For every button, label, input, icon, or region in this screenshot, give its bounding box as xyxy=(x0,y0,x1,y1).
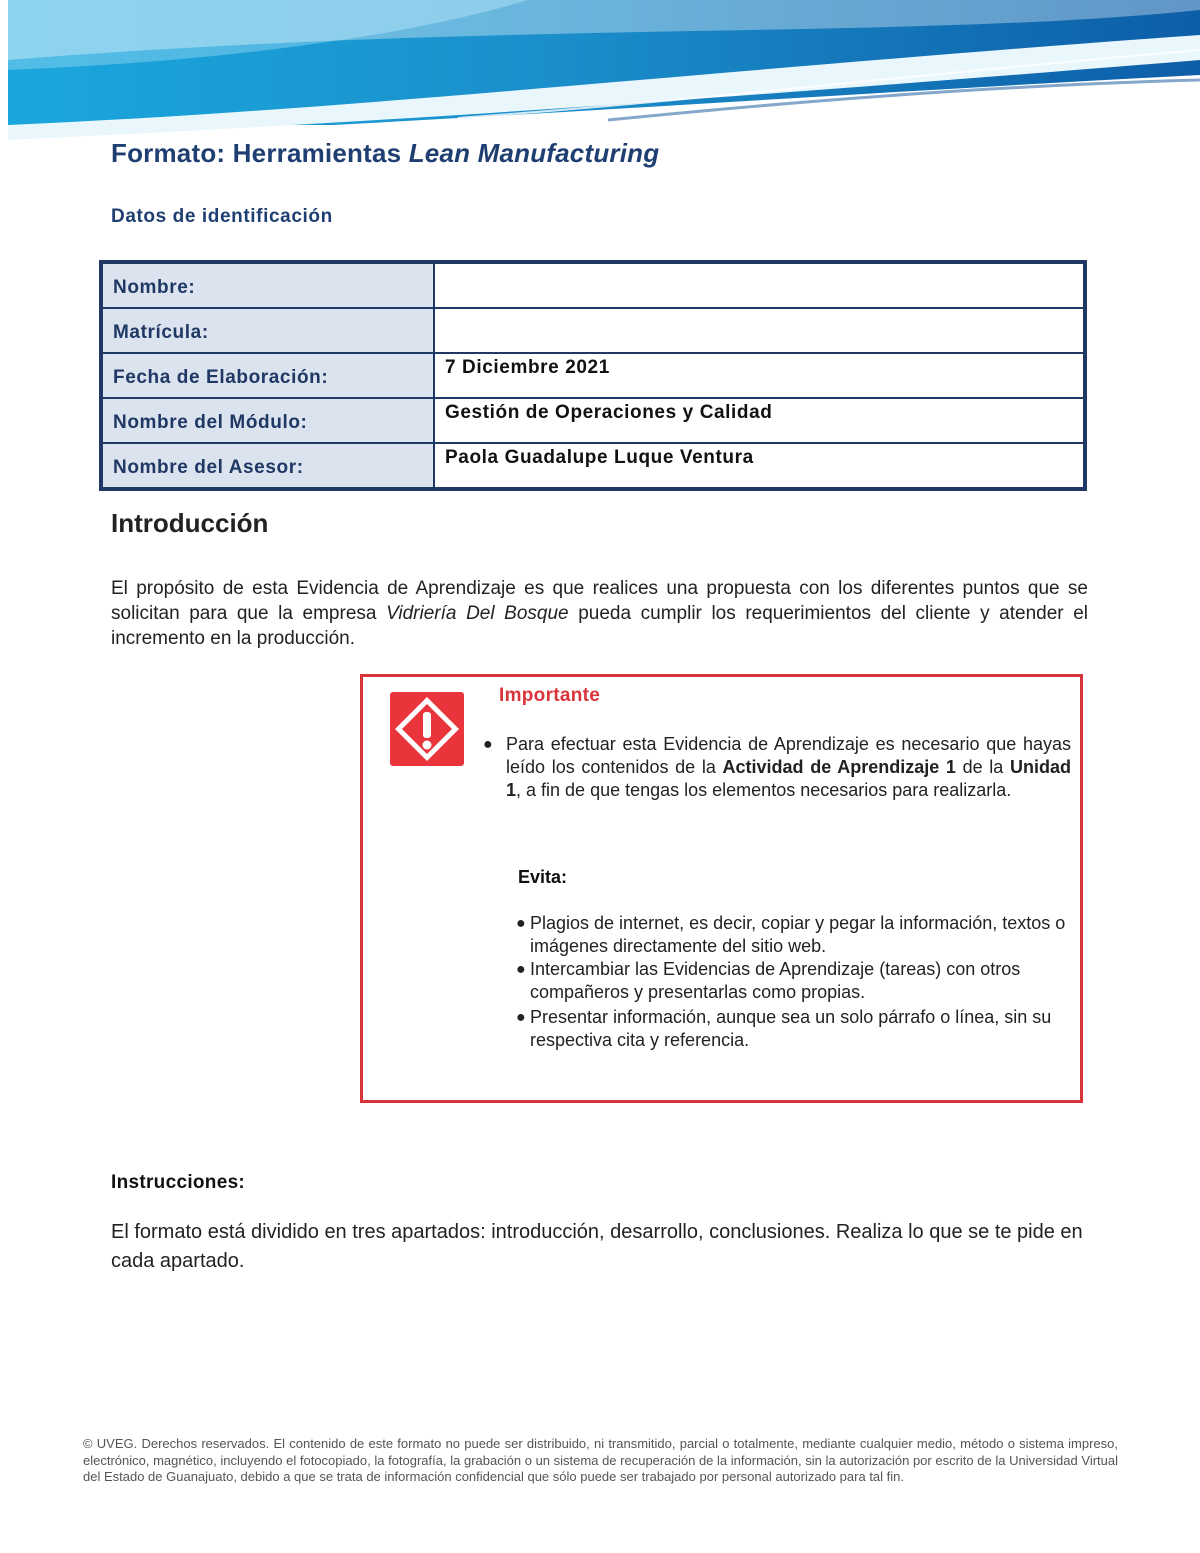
table-row xyxy=(102,443,1084,488)
enrollment-value xyxy=(434,308,1084,353)
advisor-value: Paola Guadalupe Luque Ventura xyxy=(434,443,1084,488)
bullet-icon: ● xyxy=(516,1009,526,1026)
table-row xyxy=(102,398,1084,443)
header-banner xyxy=(8,0,1200,140)
enrollment-label: Matrícula: xyxy=(102,308,434,353)
avoid-heading: Evita: xyxy=(518,867,568,887)
document-title: Formato: Herramientas Lean Manufacturing xyxy=(111,138,660,168)
introduction-paragraph: El propósito de esta Evidencia de Aprendizaje es que realices una propuesta con los diferentes puntos que se solicitan para que la empresa Vidriería Del Bosque pueda cumplir los requerimientos del cliente y atender el incremento en la producción. xyxy=(111,578,1088,649)
date-value: 7 Diciembre 2021 xyxy=(434,353,1084,398)
identification-heading: Datos de identificación xyxy=(111,206,333,227)
table-row xyxy=(102,353,1084,398)
name-value xyxy=(434,263,1084,308)
name-label: Nombre: xyxy=(102,263,434,308)
important-bullet: ● Para efectuar esta Evidencia de Aprendizaje es necesario que hayas leído los contenidos de la Actividad de Aprendizaje 1 de la Unidad 1, a fin de que tengas los elementos necesarios para realizarla. xyxy=(483,734,1071,800)
instructions-paragraph: El formato está dividido en tres apartados: introducción, desarrollo, conclusiones. Realiza lo que se te pide en cada apartado. xyxy=(111,1221,1083,1272)
advisor-label: Nombre del Asesor: xyxy=(102,443,434,488)
date-label: Fecha de Elaboración: xyxy=(102,353,434,398)
list-item: ● Intercambiar las Evidencias de Aprendizaje (tareas) con otros compañeros y presentarlas como propias. xyxy=(516,959,1021,1002)
identification-table xyxy=(99,260,1087,491)
table-row xyxy=(102,263,1084,308)
table-row xyxy=(102,308,1084,353)
introduction-heading: Introducción xyxy=(111,508,269,538)
important-notice-box xyxy=(360,674,1083,1103)
instructions-heading: Instrucciones: xyxy=(111,1172,246,1193)
list-item: ● Presentar información, aunque sea un solo párrafo o línea, sin su respectiva cita y referencia. xyxy=(516,1007,1052,1050)
bullet-icon: ● xyxy=(516,915,526,932)
copyright-footer: © UVEG. Derechos reservados. El contenido de este formato no puede ser distribuido, ni transmitido, parcial o totalmente, mediante cualquier medio, método o sistema impreso, electrónico, magnético, incluyendo el fotocopiado, la fotografía, la grabación o un sistema de recuperación de la información, sin la autorización por escrito de la Universidad Virtual del Estado de Guanajuato, debido a que se trata de información confidencial que sólo puede ser trabajado por personal autorizado para tal fin. xyxy=(83,1436,1118,1484)
bullet-icon: ● xyxy=(516,961,526,978)
module-value: Gestión de Operaciones y Calidad xyxy=(434,398,1084,443)
bullet-icon: ● xyxy=(483,736,493,753)
warning-diamond-icon xyxy=(390,692,464,766)
list-item: ● Plagios de internet, es decir, copiar y pegar la información, textos o imágenes directamente del sitio web. xyxy=(516,913,1066,956)
important-title: Importante xyxy=(499,685,601,706)
module-label: Nombre del Módulo: xyxy=(102,398,434,443)
